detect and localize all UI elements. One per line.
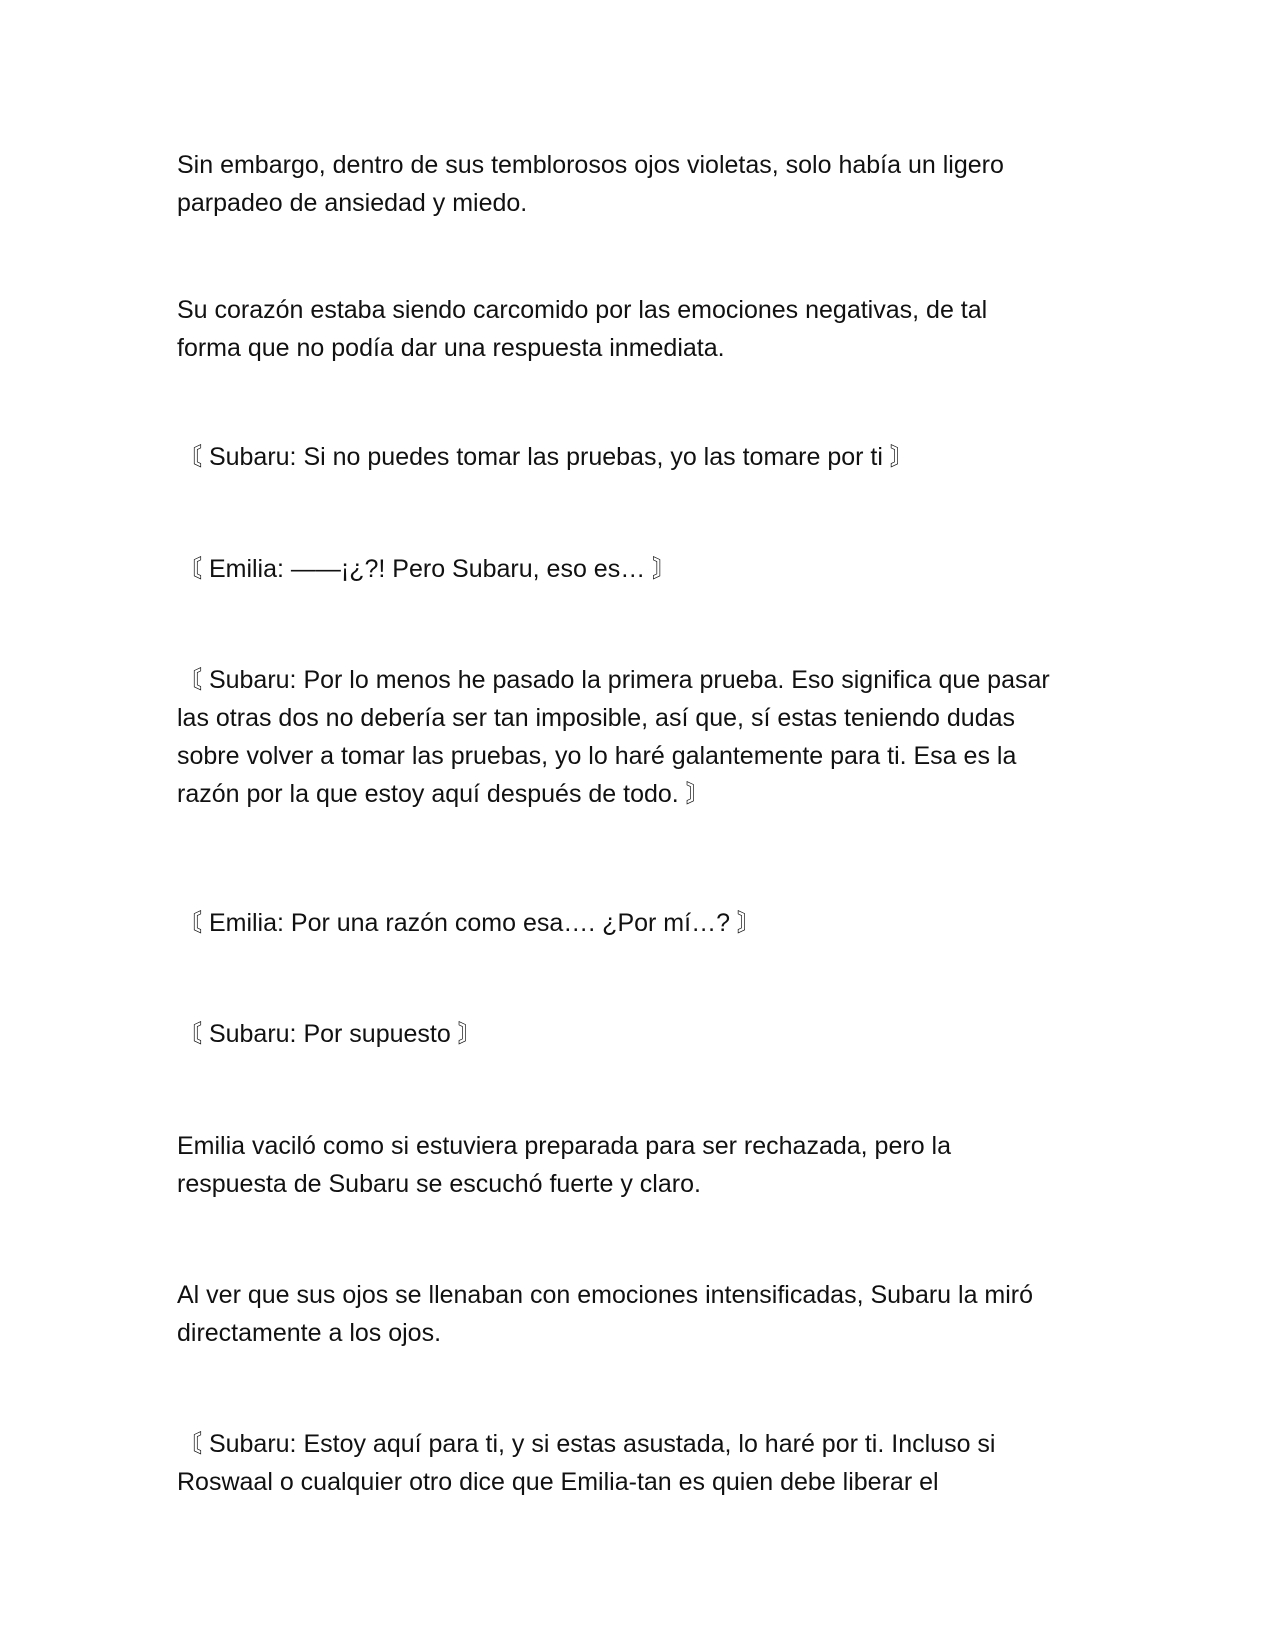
text-line: razón por la que estoy aquí después de todo. 〙 — [177, 780, 711, 808]
text-line: Al ver que sus ojos se llenaban con emociones intensificadas, Subaru la miró — [177, 1281, 1034, 1309]
text-line: 〘 Emilia: ——¡¿?! Pero Subaru, eso es… 〙 — [177, 555, 678, 583]
narration-paragraph — [177, 291, 1107, 367]
text-line: Sin embargo, dentro de sus temblorosos ojos violetas, solo había un ligero — [177, 151, 1004, 179]
text-line: respuesta de Subaru se escuchó fuerte y claro. — [177, 1170, 701, 1198]
text-line: las otras dos no debería ser tan imposible, así que, sí estas teniendo dudas — [177, 704, 1016, 732]
dialogue-paragraph — [177, 661, 1107, 813]
text-line: forma que no podía dar una respuesta inmediata. — [177, 334, 725, 362]
dialogue-paragraph — [177, 438, 1107, 476]
dialogue-paragraph — [177, 550, 1107, 588]
narration-paragraph — [177, 1127, 1107, 1203]
text-line: parpadeo de ansiedad y miedo. — [177, 189, 528, 217]
text-line: Su corazón estaba siendo carcomido por las emociones negativas, de tal — [177, 296, 988, 324]
text-line: 〘 Subaru: Por lo menos he pasado la primera prueba. Eso significa que pasar — [177, 666, 1050, 694]
dialogue-paragraph — [177, 904, 1107, 942]
text-line: 〘 Subaru: Por supuesto 〙 — [177, 1020, 483, 1048]
text-line: Roswaal o cualquier otro dice que Emilia-tan es quien debe liberar el — [177, 1468, 939, 1496]
text-line: directamente a los ojos. — [177, 1319, 442, 1347]
text-line: 〘 Emilia: Por una razón como esa…. ¿Por mí…? 〙 — [177, 909, 762, 937]
text-line: Emilia vaciló como si estuviera preparada para ser rechazada, pero la — [177, 1132, 951, 1160]
narration-paragraph — [177, 146, 1107, 222]
dialogue-paragraph — [177, 1425, 1107, 1501]
narration-paragraph — [177, 1276, 1107, 1352]
dialogue-paragraph — [177, 1015, 1107, 1053]
text-line: 〘 Subaru: Si no puedes tomar las pruebas, yo las tomare por ti 〙 — [177, 443, 915, 471]
text-line: 〘 Subaru: Estoy aquí para ti, y si estas asustada, lo haré por ti. Incluso si — [177, 1430, 996, 1458]
text-line: sobre volver a tomar las pruebas, yo lo haré galantemente para ti. Esa es la — [177, 742, 1017, 770]
